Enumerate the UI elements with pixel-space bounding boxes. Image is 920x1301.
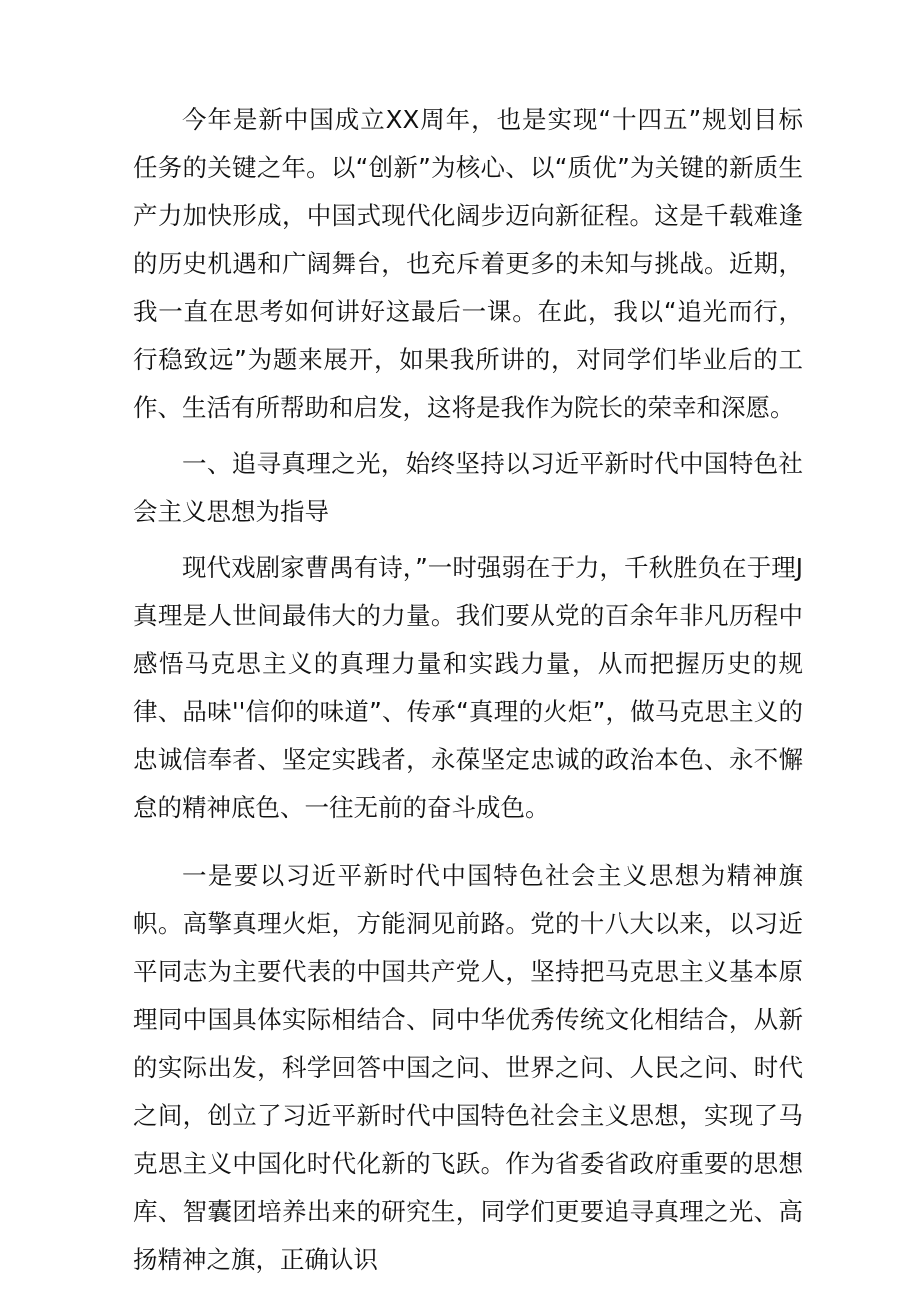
intro-paragraph: 今年是新中国成立XX周年，也是实现“十四五”规划目标任务的关键之年。以“创新”为核心、以“质优”为关键的新质生产力加快形成，中国式现代化阔步迈向新征程。这是千载难逢的历史机遇和广阔舞台，也充斥着更多的未知与挑战。近期，我一直在思考如何讲好这最后一课。在此，我以“追光而行，行稳致远”为题来展开，如果我所讲的，对同学们毕业后的工作、生活有所帮助和启发，这将是我作为院长的荣幸和深愿。 — [133, 105, 803, 422]
section-heading: 一、追寻真理之光，始终坚持以习近平新时代中国特色社会主义思想为指导 — [133, 449, 803, 526]
document-body — [133, 96, 803, 1284]
point-one-paragraph: 一是要以习近平新时代中国特色社会主义思想为精神旗帜。高擎真理火炬，方能洞见前路。党的十八大以来，以习近平同志为主要代表的中国共产党人，坚持把马克思主义基本原理同中国具体实际相结合、同中华优秀传统文化相结合，从新的实际出发，科学回答中国之问、世界之问、人民之问、时代之间，创立了习近平新时代中国特色社会主义思想，实现了马克思主义中国化时代化新的飞跃。作为省委省政府重要的思想库、智囊团培养出来的研究生，同学们更要追寻真理之光、高扬精神之旗，正确认识 — [133, 861, 803, 1274]
quote-paragraph: 现代戏剧家曹禺有诗，”一时强弱在于力，千秋胜负在于理J真理是人世间最伟大的力量。我们要从党的百余年非凡历程中感悟马克思主义的真理力量和实践力量，从而把握历史的规律、品味''信仰的味道”、传承“真理的火炬”，做马克思主义的忠诚信奉者、坚定实践者，永葆坚定忠诚的政治本色、永不懈怠的精神底色、一往无前的奋斗成色。 — [133, 553, 803, 822]
